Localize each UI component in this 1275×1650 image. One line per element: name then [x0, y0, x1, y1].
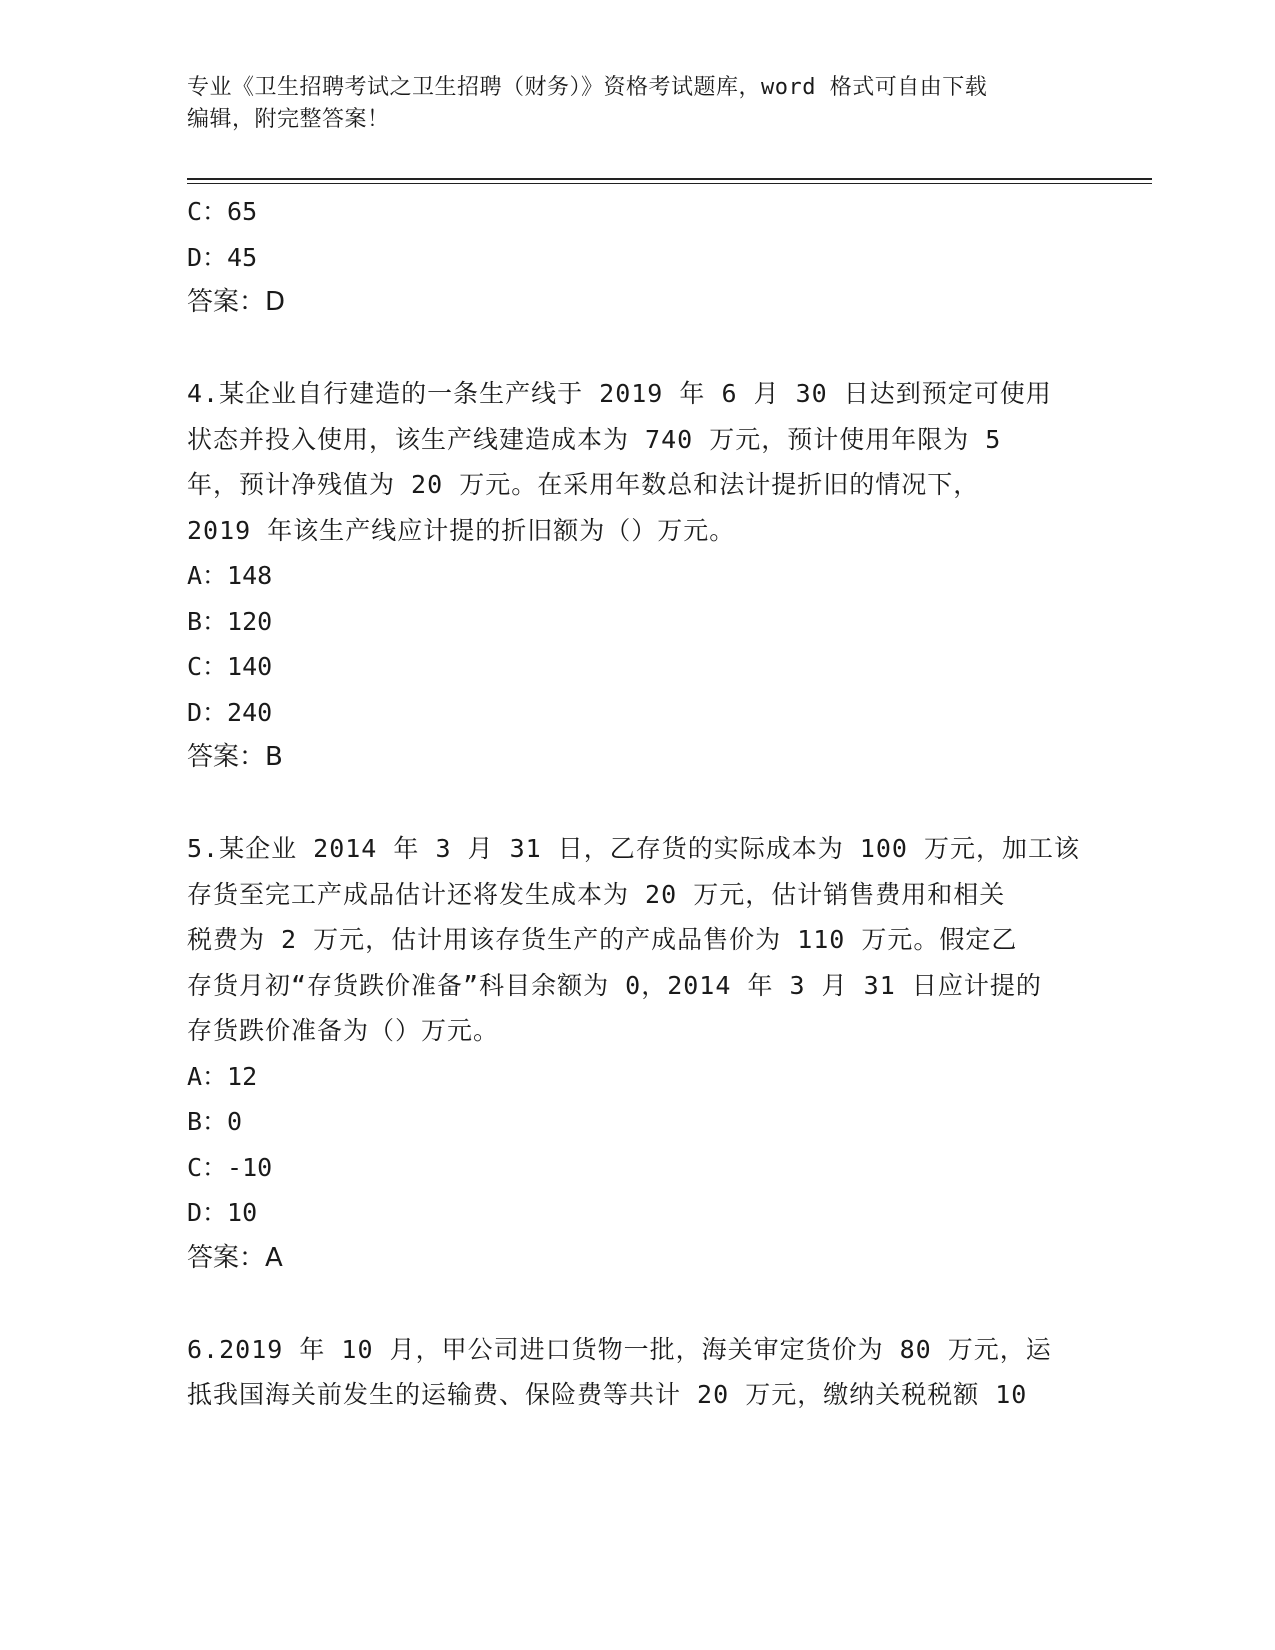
question-stem-line: 4.某企业自行建造的一条生产线于 2019 年 6 月 30 日达到预定可使用	[187, 379, 1052, 408]
question-4	[187, 371, 1087, 781]
option-b: B：0	[187, 1107, 243, 1136]
question-stem-line: 年，预计净残值为 20 万元。在采用年数总和法计提折旧的情况下，	[187, 470, 980, 499]
question-stem-line: 存货月初“存货跌价准备”科目余额为 0，2014 年 3 月 31 日应计提的	[187, 970, 1042, 1000]
question-6	[187, 1327, 1087, 1418]
option-c: C：65	[187, 197, 258, 226]
answer-line: 答案：B	[187, 742, 283, 772]
question-stem-line: 6.2019 年 10 月，甲公司进口货物一批，海关审定货价为 80 万元，运	[187, 1334, 1052, 1364]
option-d: D：10	[187, 1198, 258, 1227]
option-d: D：45	[187, 242, 258, 272]
option-b: B：120	[187, 606, 273, 636]
question-stem-line: 抵我国海关前发生的运输费、保险费等共计 20 万元，缴纳关税税额 10	[187, 1380, 1028, 1409]
header-line-1: 专业《卫生招聘考试之卫生招聘（财务）》资格考试题库，word 格式可自由下载	[187, 75, 988, 100]
answer-line: 答案：A	[187, 1242, 283, 1273]
option-a: A：148	[187, 561, 273, 590]
question-stem-line: 5.某企业 2014 年 3 月 31 日，乙存货的实际成本为 100 万元，加工该	[187, 834, 1081, 863]
option-c: C：-10	[187, 1152, 273, 1182]
option-d: D：240	[187, 697, 273, 727]
document-body	[187, 189, 1087, 1418]
header-line-2: 编辑，附完整答案！	[187, 107, 390, 132]
question-stem-line: 税费为 2 万元，估计用该存货生产的产成品售价为 110 万元。假定乙	[187, 925, 1018, 954]
document-header	[187, 72, 1087, 136]
spacer	[187, 1281, 1087, 1327]
option-a: A：12	[187, 1061, 258, 1091]
question-stem-line: 存货至完工产成品估计还将发生成本为 20 万元，估计销售费用和相关	[187, 879, 1006, 909]
header-divider-thick	[187, 178, 1152, 180]
spacer	[187, 326, 1087, 372]
question-3-tail	[187, 189, 1087, 326]
question-stem-line: 存货跌价准备为（）万元。	[187, 1016, 500, 1045]
spacer	[187, 781, 1087, 827]
option-c: C：140	[187, 652, 273, 681]
answer-line: 答案：D	[187, 287, 286, 317]
question-stem-line: 状态并投入使用，该生产线建造成本为 740 万元，预计使用年限为 5	[187, 424, 1002, 454]
question-5	[187, 826, 1087, 1281]
question-stem-line: 2019 年该生产线应计提的折旧额为（）万元。	[187, 515, 736, 545]
header-divider-thin	[187, 183, 1152, 184]
